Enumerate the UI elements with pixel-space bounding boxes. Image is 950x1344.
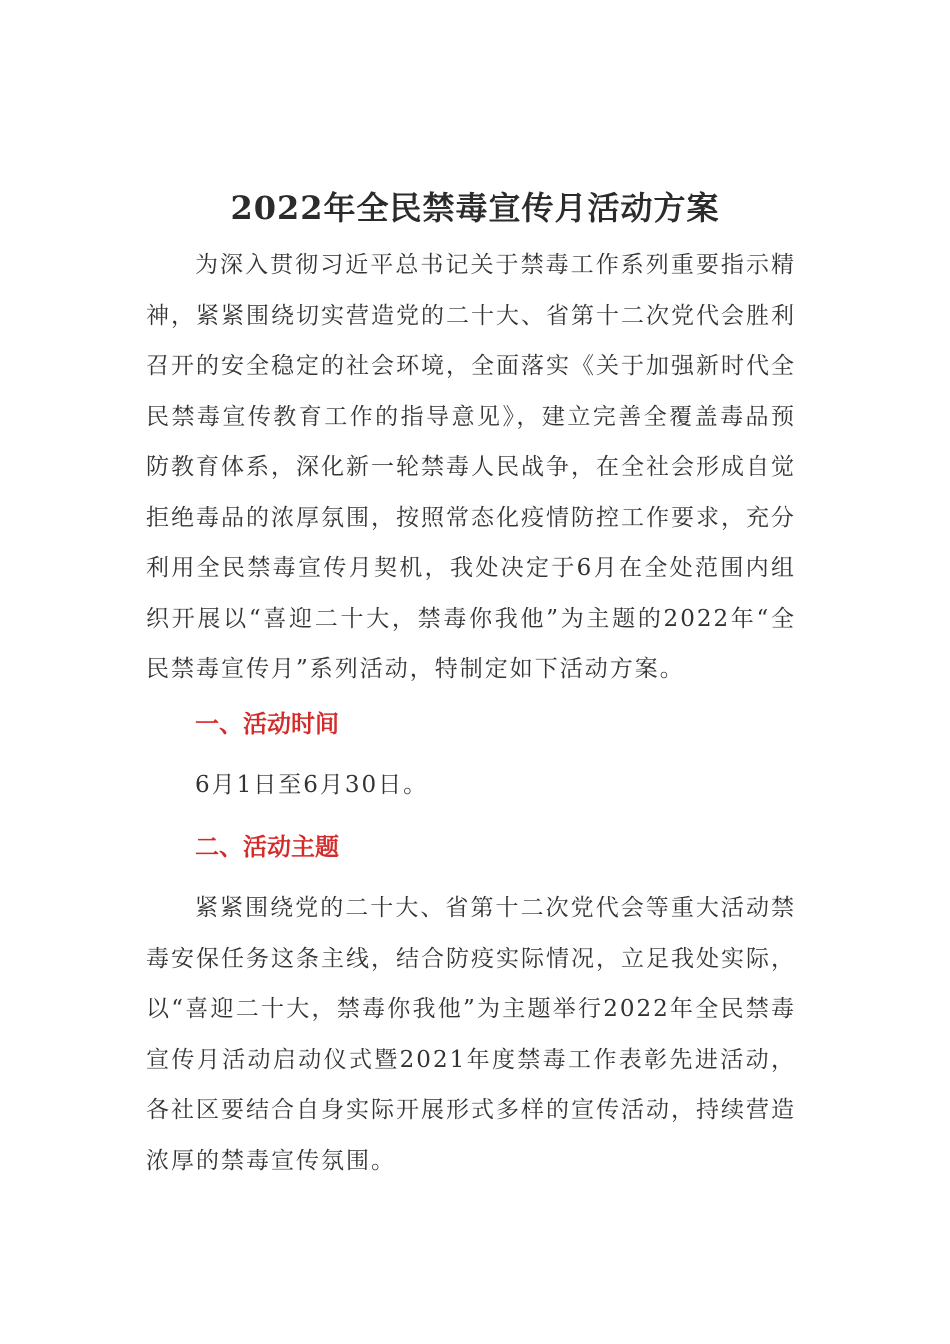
document-title: 2022年全民禁毒宣传月活动方案 [230,189,720,228]
section-body-theme: 紧紧围绕党的二十大、省第十二次党代会等重大活动禁毒安保任务这条主线，结合防疫实际情况，立足我处实际，以“喜迎二十大，禁毒你我他”为主题举行2022年全民禁毒宣传月活动启动仪式暨2021年度禁毒工作表彰先进活动，各社区要结合自身实际开展形式多样的宣传活动，持续营造浓厚的禁毒宣传氛围。 [146,895,796,1174]
section-body-time: 6月1日至6月30日。 [195,772,429,798]
section-heading-time: 一、活动时间 [195,710,339,738]
intro-paragraph: 为深入贯彻习近平总书记关于禁毒工作系列重要指示精神，紧紧围绕切实营造党的二十大、省第十二次党代会胜利召开的安全稳定的社会环境，全面落实《关于加强新时代全民禁毒宣传教育工作的指导意见》，建立完善全覆盖毒品预防教育体系，深化新一轮禁毒人民战争，在全社会形成自觉拒绝毒品的浓厚氛围，按照常态化疫情防控工作要求，充分利用全民禁毒宣传月契机，我处决定于6月在全处范围内组织开展以“喜迎二十大，禁毒你我他”为主题的2022年“全民禁毒宣传月”系列活动，特制定如下活动方案。 [146,252,796,682]
section-heading-theme: 二、活动主题 [195,833,339,861]
